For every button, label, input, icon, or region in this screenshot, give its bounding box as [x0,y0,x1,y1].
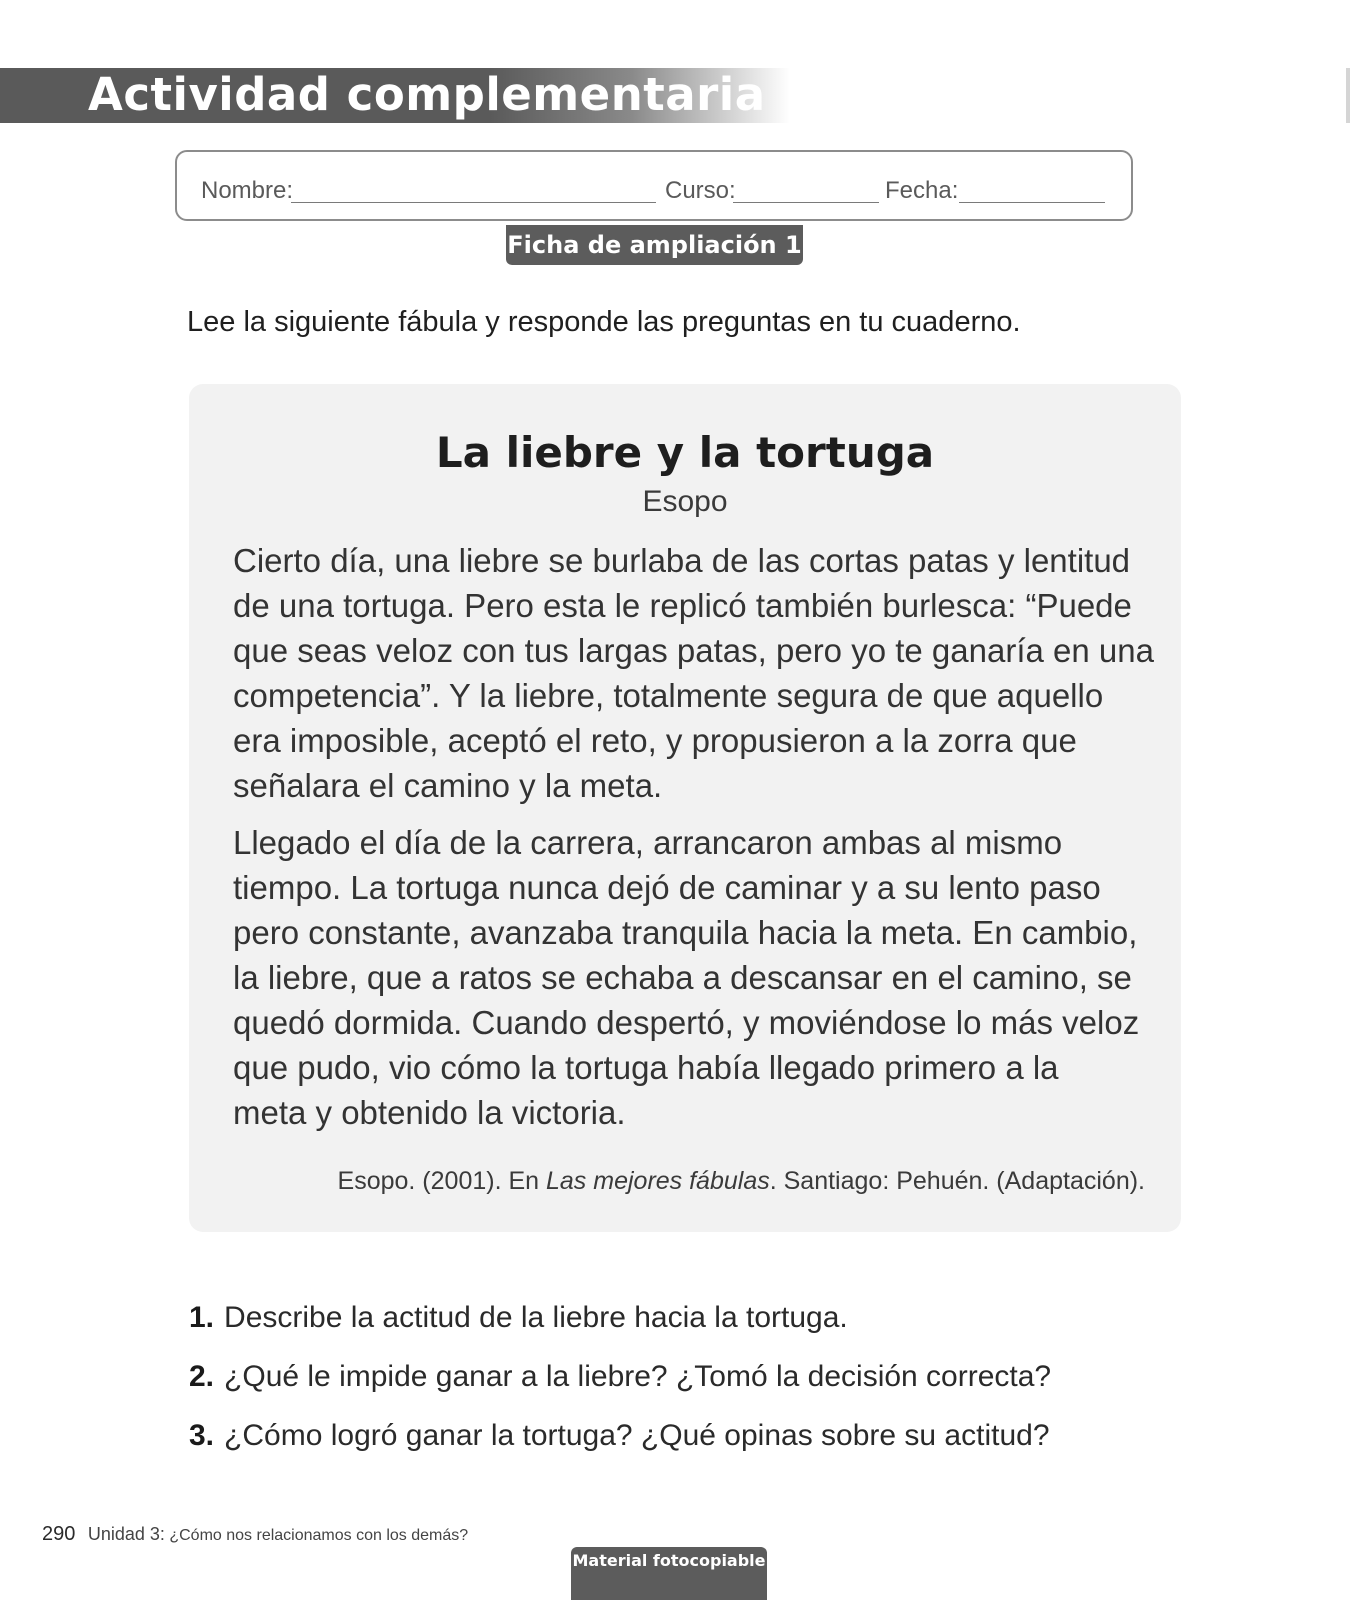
course-label: Curso: [665,177,736,204]
question-number: 1. [189,1301,215,1334]
story-line: era imposible, aceptó el reto, y propusieron a la zorra que [233,722,1077,759]
story-line: que pudo, vio cómo la tortuga había llegado primero a la [233,1049,1059,1086]
question-number: 3. [189,1419,215,1452]
story-line: que seas veloz con tus largas patas, pero yo te ganaría en una [233,632,1154,669]
date-field[interactable] [959,202,1105,203]
instruction-text: Lee la siguiente fábula y responde las preguntas en tu cuaderno. [187,306,1021,338]
page-title: Actividad complementaria [88,68,766,121]
name-label: Nombre: [201,177,294,204]
story-author: Esopo [642,485,728,518]
student-info-box [175,150,1133,221]
story-line: la liebre, que a ratos se echaba a descansar en el camino, se [233,959,1132,996]
story-paragraph-1 [233,538,1153,808]
question-item [189,1416,1050,1456]
story-line: pero constante, avanzaba tranquila hacia la meta. En cambio, [233,914,1138,951]
page-number: 290 [42,1523,76,1545]
question-text: Describe la actitud de la liebre hacia la tortuga. [224,1301,848,1334]
worksheet-tab: Ficha de ampliación 1 [506,225,803,265]
unit-label: Unidad 3: [87,1524,165,1544]
citation-book-title: Las mejores fábulas [546,1167,770,1195]
date-label: Fecha: [885,177,959,204]
story-line: Llegado el día de la carrera, arrancaron ambas al mismo [233,824,1063,861]
story-line: Cierto día, una liebre se burlaba de las cortas patas y lentitud [233,542,1131,579]
story-line: señalara el camino y la meta. [233,767,663,804]
story-citation [338,1165,1145,1197]
story-title: La liebre y la tortuga [435,428,935,477]
question-item [189,1357,1051,1397]
question-text: ¿Cómo logró ganar la tortuga? ¿Qué opinas sobre su actitud? [224,1419,1050,1452]
unit-question: ¿Cómo nos relacionamos con los demás? [169,1527,469,1544]
citation-author: Esopo. (2001). En [337,1167,546,1195]
story-paragraph-2 [233,820,1153,1135]
story-line: meta y obtenido la victoria. [233,1094,626,1131]
question-number: 2. [189,1360,215,1393]
story-line: quedó dormida. Cuando despertó, y moviéndose lo más veloz [233,1004,1140,1041]
story-line: de una tortuga. Pero esta le replicó también burlesca: “Puede [233,587,1132,624]
question-item [189,1298,848,1338]
question-text: ¿Qué le impide ganar a la liebre? ¿Tomó la decisión correcta? [224,1360,1052,1393]
story-line: competencia”. Y la liebre, totalmente segura de que aquello [233,677,1104,714]
name-field[interactable] [291,202,656,203]
story-line: tiempo. La tortuga nunca dejó de caminar y a su lento paso [233,869,1101,906]
course-field[interactable] [733,202,879,203]
story-box [189,384,1181,1232]
photocopy-tab: Material fotocopiable [571,1547,767,1600]
edge-divider [1346,68,1350,123]
citation-publisher: . Santiago: Pehuén. (Adaptación). [769,1167,1145,1195]
footer-page-info [42,1520,468,1550]
